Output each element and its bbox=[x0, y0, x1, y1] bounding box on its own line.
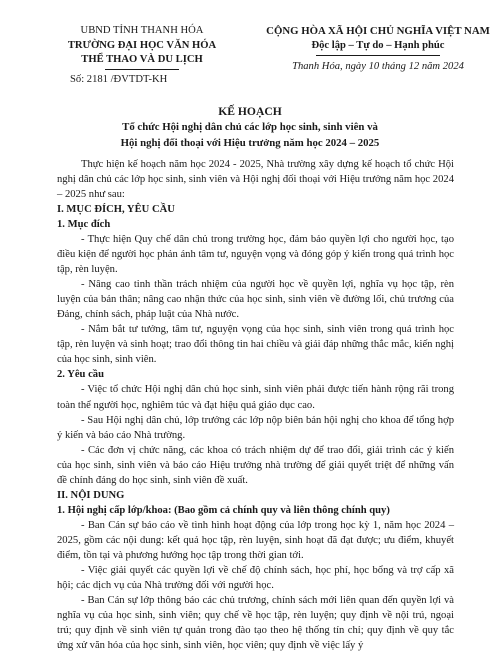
section-2-1-heading: 1. Hội nghị cấp lớp/khoa: (Bao gồm cả chính quy và liên thông chính quy) bbox=[57, 504, 390, 516]
section-1-2-heading: 2. Yêu cầu bbox=[57, 369, 104, 381]
document-body bbox=[57, 157, 454, 653]
paragraph: - Việc tổ chức Hội nghị dân chủ học sinh, sinh viên phải được tiến hành rộng rãi trong toàn thể người học, nghiêm túc và đạt hiệu quả giáo dục cao. bbox=[57, 384, 454, 411]
title-line2: Tổ chức Hội nghị dân chủ các lớp học sinh, sinh viên và bbox=[122, 121, 378, 134]
title-line1: KẾ HOẠCH bbox=[218, 105, 282, 118]
section-2-heading: II. NỘI DUNG bbox=[57, 489, 125, 501]
paragraph: - Việc giải quyết các quyền lợi về chế độ chính sách, học phí, học bổng và trợ cấp xã hội; các dịch vụ của Nhà trường đối với người học. bbox=[57, 564, 454, 591]
intro-paragraph: Thực hiện kế hoạch năm học 2024 - 2025, Nhà trường xây dựng kế hoạch tổ chức Hội nghị dân chủ các lớp học sinh, sinh viên và Hội nghị đối thoại với Hiệu trưởng năm học 2024 – 2025 như sau: bbox=[57, 159, 454, 201]
country-name: CỘNG HÒA XÃ HỘI CHỦ NGHĨA VIỆT NAM bbox=[266, 25, 490, 37]
document-title bbox=[40, 104, 460, 151]
paragraph: - Các đơn vị chức năng, các khoa có trách nhiệm dự để trao đổi, giải trình các ý kiến của học sinh, sinh viên và báo cáo Hiệu trưởng nhà trường để giải quyết triệt để những vấn đề chính đáng do học sinh, sinh viên đề xuất. bbox=[57, 444, 454, 486]
paragraph: - Thực hiện Quy chế dân chủ trong trường học, đảm bảo quyền lợi cho người học, tạo điều kiện để người học phản ánh tâm tư, nguyện vọng và đóng góp ý kiến trong quá trình học tập, rèn luyện. bbox=[57, 234, 454, 276]
national-header bbox=[262, 24, 494, 74]
paragraph: - Ban Cán sự báo cáo về tình hình hoạt động của lớp trong học kỳ 1, năm học 2024 – 2025, gồm các nội dung: kết quả học tập, rèn luyện, sinh hoạt đã đạt được; ưu điểm, khuyết điểm, tồn tại và phương hướng học tập trong thời gian tới. bbox=[57, 519, 454, 561]
section-1-1-heading: 1. Mục đích bbox=[57, 219, 111, 231]
issuer-header bbox=[52, 24, 232, 87]
document-date: Thanh Hóa, ngày 10 tháng 12 năm 2024 bbox=[292, 60, 464, 72]
paragraph: - Ban Cán sự lớp thông báo các chủ trương, chính sách mới liên quan đến quyền lợi và nghĩa vụ của học sinh, sinh viên; quy chế về học tập, rèn luyện; quy định về nội trú, ngoại trú; quy định về sinh viên tự quản trong đào tạo theo hệ thống tín chỉ; quy định về quy tắc ứng xử văn hóa của học sinh, sinh viên, học viên; quy định về việc lấy ý bbox=[57, 594, 454, 651]
paragraph: - Sau Hội nghị dân chủ, lớp trưởng các lớp nộp biên bản hội nghị cho khoa để tổng hợp ý kiến và báo cáo Nhà trường. bbox=[57, 414, 454, 441]
school-name-line1: TRƯỜNG ĐẠI HỌC VĂN HÓA bbox=[67, 39, 217, 51]
paragraph: - Nắm bắt tư tưởng, tâm tư, nguyện vọng của học sinh, sinh viên trong quá trình học tập, rèn luyện và sinh hoạt; trao đổi thông tin hai chiều và giải đáp những thắc mắc, kiến nghị của học sinh, sinh viên. bbox=[57, 324, 454, 366]
school-name-line2: THỂ THAO VÀ DU LỊCH bbox=[81, 54, 203, 66]
issuing-authority: UBND TỈNH THANH HÓA bbox=[80, 25, 204, 36]
section-1-heading: I. MỤC ĐÍCH, YÊU CẦU bbox=[57, 204, 175, 216]
document-number: Số: 2181 /ĐVTDT-KH bbox=[70, 73, 168, 85]
paragraph: - Nâng cao tinh thần trách nhiệm của người học về quyền lợi, nghĩa vụ học tập, rèn luyện của bản thân; nâng cao nhận thức của học sinh, sinh viên về đường lối, chủ trương của Đảng, chính sách, pháp luật của Nhà nước. bbox=[57, 279, 454, 321]
issuer-underline bbox=[105, 69, 179, 70]
title-line3: Hội nghị đối thoại với Hiệu trưởng năm học 2024 – 2025 bbox=[120, 136, 380, 149]
national-motto: Độc lập – Tự do – Hạnh phúc bbox=[311, 39, 445, 51]
motto-underline bbox=[316, 55, 440, 56]
